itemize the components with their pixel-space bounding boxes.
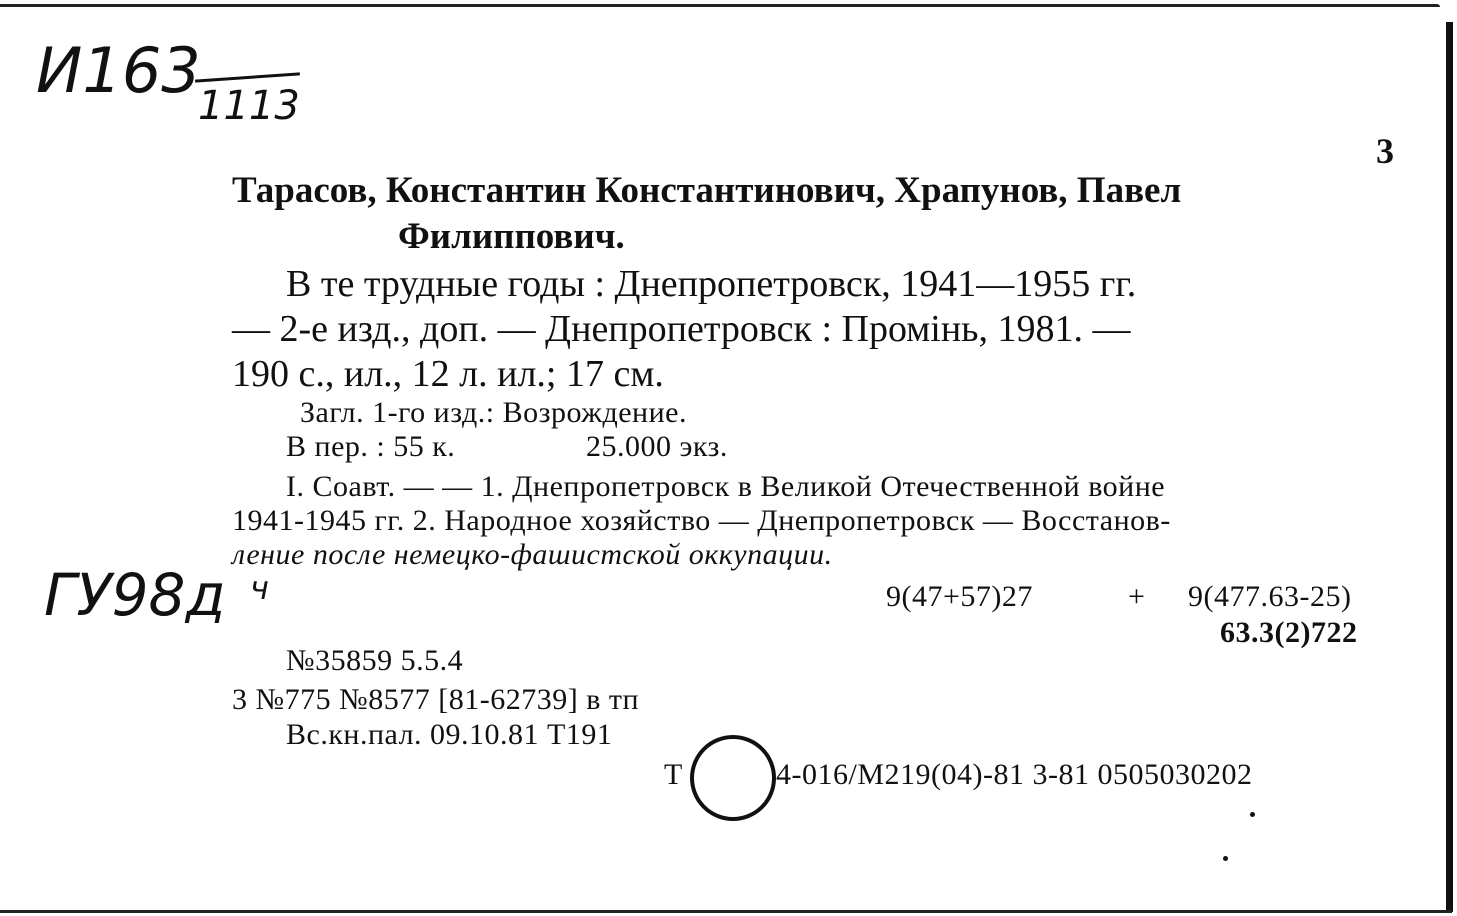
card-border-right [1446, 22, 1453, 912]
title-line-3: 190 с., ил., 12 л. ил.; 17 см. [232, 353, 664, 395]
subjects-line-2: 1941-1945 гг. 2. Народное хозяйство — Днепропетровск — Восстанов- [232, 504, 1171, 537]
copies-note: 25.000 экз. [586, 430, 728, 463]
note-first-edition-title: Загл. 1-го изд.: Возрождение. [300, 396, 687, 429]
order-line: 3 №775 №8577 [81-62739] в тп [232, 683, 640, 716]
handwritten-call-number: И163 [36, 34, 201, 107]
card-border-bottom [0, 910, 1452, 913]
title-line-1: В те трудные годы : Днепропетровск, 1941—1955 гг. [286, 263, 1137, 305]
classification-index-3: 63.3(2)722 [1220, 616, 1358, 649]
speck [1223, 856, 1228, 861]
authors-line-1: Тарасов, Константин Константинович, Храпунов, Павел [232, 170, 1182, 211]
handwritten-shelf-mark-sup: ч [250, 569, 269, 607]
print-info: Вс.кн.пал. 09.10.81 Т191 [286, 718, 613, 751]
subjects-line-3: ление после немецко-фашистской оккупации. [232, 538, 833, 571]
handwritten-fraction: 1113 [198, 83, 300, 129]
price-code: 4-016/М219(04)-81 3-81 0505030202 [776, 758, 1253, 791]
record-number: №35859 5.5.4 [286, 644, 464, 677]
card-border-top [0, 4, 1440, 7]
subjects-line-1: I. Соавт. — — 1. Днепропетровск в Великой Отечественной войне [286, 470, 1166, 503]
classification-index-2: 9(477.63-25) [1188, 580, 1352, 613]
card-number: 3 [1376, 131, 1394, 171]
price-code-circle [690, 735, 776, 821]
handwritten-shelf-mark: ГУ98д [44, 561, 226, 629]
price-note: В пер. : 55 к. [286, 430, 456, 463]
handwritten-fraction-bar [195, 72, 300, 82]
speck [1250, 812, 1255, 817]
title-line-2: — 2-е изд., доп. — Днепропетровск : Промінь, 1981. — [232, 308, 1131, 350]
classification-index-1: 9(47+57)27 [886, 580, 1033, 613]
price-code-prefix: Т [664, 758, 683, 791]
authors-line-2: Филиппович. [398, 216, 625, 257]
classification-plus: + [1128, 580, 1146, 613]
